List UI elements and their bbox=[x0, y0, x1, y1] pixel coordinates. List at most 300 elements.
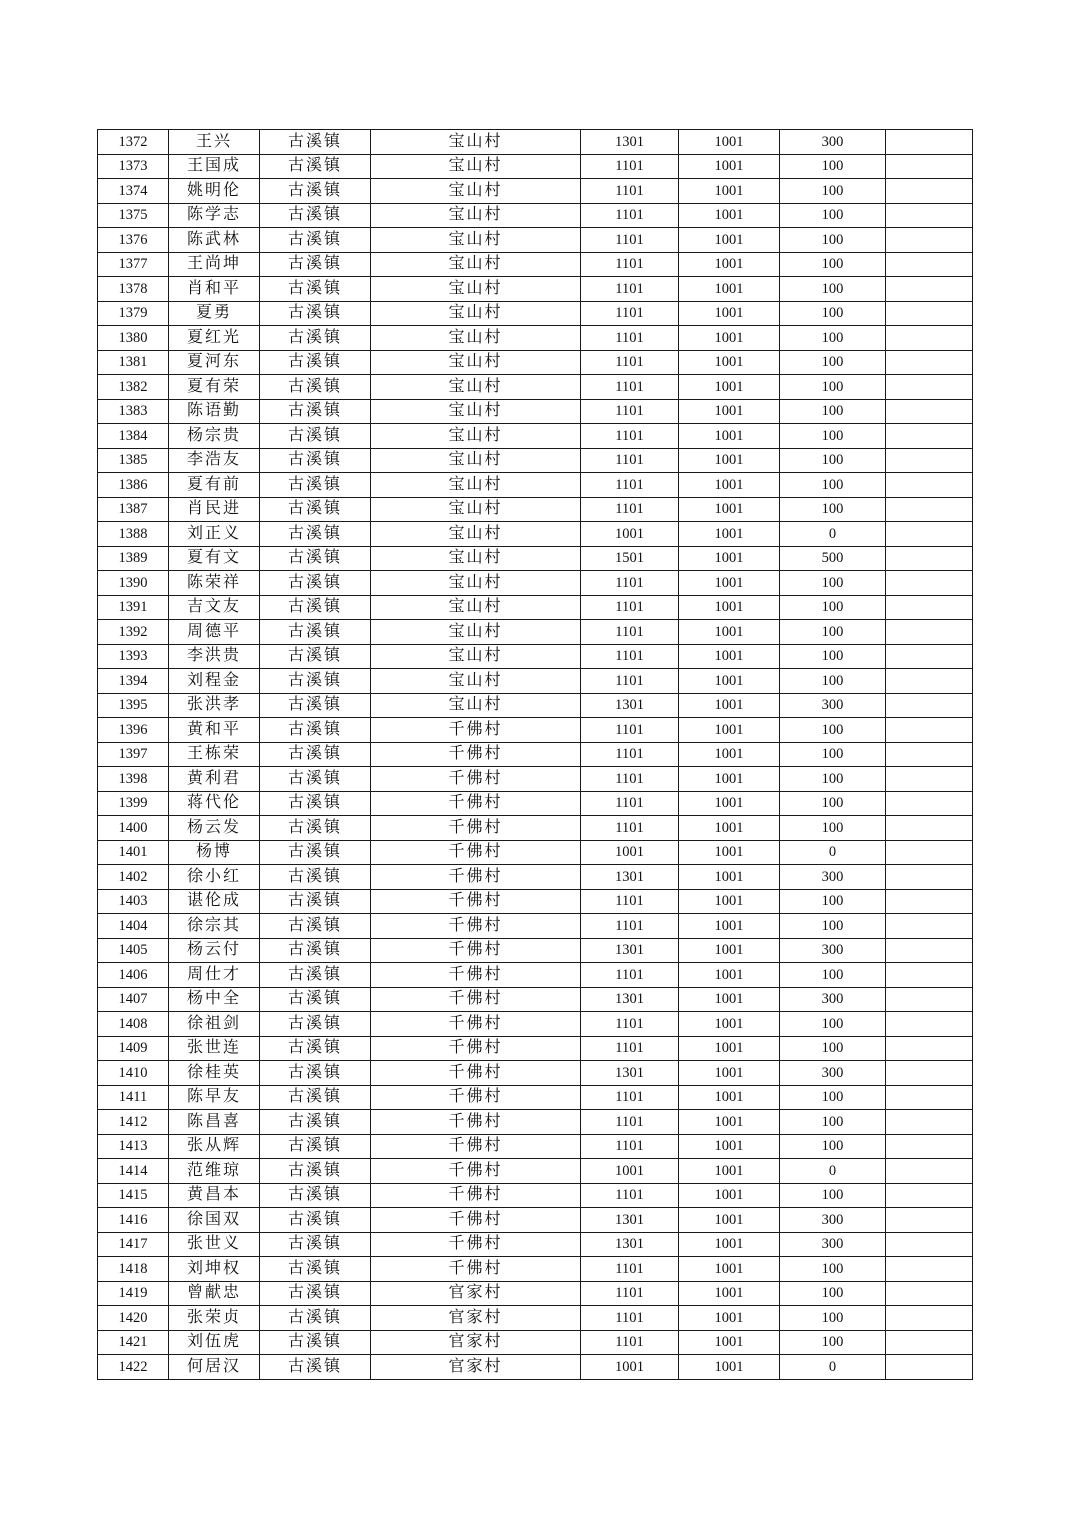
code-a-cell: 1101 bbox=[581, 375, 679, 400]
code-b-cell: 1001 bbox=[679, 179, 780, 204]
code-b-cell: 1001 bbox=[679, 448, 780, 473]
table-row bbox=[98, 1208, 973, 1233]
amount-cell: 300 bbox=[780, 865, 886, 890]
code-b-cell: 1001 bbox=[679, 424, 780, 449]
town-cell: 古溪镇 bbox=[260, 840, 371, 865]
code-a-cell: 1101 bbox=[581, 1306, 679, 1331]
code-a-cell: 1301 bbox=[581, 1232, 679, 1257]
village-cell: 宝山村 bbox=[371, 595, 581, 620]
code-a-cell: 1101 bbox=[581, 669, 679, 694]
serial-number-cell: 1398 bbox=[98, 767, 169, 792]
code-b-cell: 1001 bbox=[679, 914, 780, 939]
serial-number-cell: 1395 bbox=[98, 693, 169, 718]
table-row bbox=[98, 350, 973, 375]
code-b-cell: 1001 bbox=[679, 473, 780, 498]
remark-cell bbox=[886, 1110, 973, 1135]
remark-cell bbox=[886, 914, 973, 939]
remark-cell bbox=[886, 301, 973, 326]
roster-table bbox=[97, 129, 973, 1380]
code-b-cell: 1001 bbox=[679, 1257, 780, 1282]
code-a-cell: 1101 bbox=[581, 571, 679, 596]
person-name-cell: 夏有文 bbox=[169, 546, 260, 571]
amount-cell: 100 bbox=[780, 326, 886, 351]
amount-cell: 300 bbox=[780, 1232, 886, 1257]
amount-cell: 100 bbox=[780, 301, 886, 326]
code-a-cell: 1101 bbox=[581, 1012, 679, 1037]
remark-cell bbox=[886, 546, 973, 571]
code-b-cell: 1001 bbox=[679, 963, 780, 988]
town-cell: 古溪镇 bbox=[260, 1306, 371, 1331]
person-name-cell: 夏河东 bbox=[169, 350, 260, 375]
table-row bbox=[98, 571, 973, 596]
remark-cell bbox=[886, 669, 973, 694]
town-cell: 古溪镇 bbox=[260, 179, 371, 204]
code-b-cell: 1001 bbox=[679, 154, 780, 179]
remark-cell bbox=[886, 1281, 973, 1306]
code-b-cell: 1001 bbox=[679, 497, 780, 522]
remark-cell bbox=[886, 1330, 973, 1355]
code-a-cell: 1101 bbox=[581, 277, 679, 302]
person-name-cell: 吉文友 bbox=[169, 595, 260, 620]
serial-number-cell: 1420 bbox=[98, 1306, 169, 1331]
amount-cell: 100 bbox=[780, 1183, 886, 1208]
village-cell: 千佛村 bbox=[371, 1036, 581, 1061]
village-cell: 宝山村 bbox=[371, 179, 581, 204]
town-cell: 古溪镇 bbox=[260, 497, 371, 522]
town-cell: 古溪镇 bbox=[260, 987, 371, 1012]
amount-cell: 100 bbox=[780, 889, 886, 914]
remark-cell bbox=[886, 399, 973, 424]
serial-number-cell: 1372 bbox=[98, 130, 169, 155]
village-cell: 宝山村 bbox=[371, 448, 581, 473]
town-cell: 古溪镇 bbox=[260, 1281, 371, 1306]
remark-cell bbox=[886, 277, 973, 302]
town-cell: 古溪镇 bbox=[260, 399, 371, 424]
remark-cell bbox=[886, 1208, 973, 1233]
amount-cell: 100 bbox=[780, 448, 886, 473]
code-b-cell: 1001 bbox=[679, 522, 780, 547]
serial-number-cell: 1405 bbox=[98, 938, 169, 963]
serial-number-cell: 1404 bbox=[98, 914, 169, 939]
town-cell: 古溪镇 bbox=[260, 228, 371, 253]
person-name-cell: 王国成 bbox=[169, 154, 260, 179]
table-row bbox=[98, 1257, 973, 1282]
code-b-cell: 1001 bbox=[679, 326, 780, 351]
code-a-cell: 1101 bbox=[581, 1330, 679, 1355]
table-row bbox=[98, 767, 973, 792]
code-a-cell: 1001 bbox=[581, 1355, 679, 1380]
amount-cell: 100 bbox=[780, 571, 886, 596]
serial-number-cell: 1376 bbox=[98, 228, 169, 253]
village-cell: 宝山村 bbox=[371, 546, 581, 571]
serial-number-cell: 1401 bbox=[98, 840, 169, 865]
town-cell: 古溪镇 bbox=[260, 1330, 371, 1355]
serial-number-cell: 1386 bbox=[98, 473, 169, 498]
code-a-cell: 1101 bbox=[581, 595, 679, 620]
village-cell: 官家村 bbox=[371, 1355, 581, 1380]
table-row bbox=[98, 228, 973, 253]
serial-number-cell: 1417 bbox=[98, 1232, 169, 1257]
amount-cell: 500 bbox=[780, 546, 886, 571]
village-cell: 宝山村 bbox=[371, 350, 581, 375]
amount-cell: 0 bbox=[780, 1355, 886, 1380]
code-a-cell: 1101 bbox=[581, 448, 679, 473]
town-cell: 古溪镇 bbox=[260, 816, 371, 841]
village-cell: 千佛村 bbox=[371, 791, 581, 816]
code-a-cell: 1001 bbox=[581, 1159, 679, 1184]
remark-cell bbox=[886, 203, 973, 228]
person-name-cell: 刘坤权 bbox=[169, 1257, 260, 1282]
remark-cell bbox=[886, 522, 973, 547]
amount-cell: 100 bbox=[780, 277, 886, 302]
person-name-cell: 李浩友 bbox=[169, 448, 260, 473]
table-row bbox=[98, 938, 973, 963]
town-cell: 古溪镇 bbox=[260, 693, 371, 718]
remark-cell bbox=[886, 1061, 973, 1086]
town-cell: 古溪镇 bbox=[260, 350, 371, 375]
village-cell: 宝山村 bbox=[371, 669, 581, 694]
code-b-cell: 1001 bbox=[679, 595, 780, 620]
village-cell: 千佛村 bbox=[371, 767, 581, 792]
table-row bbox=[98, 424, 973, 449]
serial-number-cell: 1383 bbox=[98, 399, 169, 424]
person-name-cell: 刘正义 bbox=[169, 522, 260, 547]
village-cell: 千佛村 bbox=[371, 1183, 581, 1208]
remark-cell bbox=[886, 595, 973, 620]
remark-cell bbox=[886, 865, 973, 890]
code-b-cell: 1001 bbox=[679, 1159, 780, 1184]
village-cell: 千佛村 bbox=[371, 889, 581, 914]
town-cell: 古溪镇 bbox=[260, 1257, 371, 1282]
code-b-cell: 1001 bbox=[679, 399, 780, 424]
table-row bbox=[98, 154, 973, 179]
remark-cell bbox=[886, 1085, 973, 1110]
town-cell: 古溪镇 bbox=[260, 473, 371, 498]
code-b-cell: 1001 bbox=[679, 1306, 780, 1331]
serial-number-cell: 1411 bbox=[98, 1085, 169, 1110]
table-row bbox=[98, 963, 973, 988]
code-a-cell: 1101 bbox=[581, 228, 679, 253]
town-cell: 古溪镇 bbox=[260, 546, 371, 571]
code-b-cell: 1001 bbox=[679, 228, 780, 253]
amount-cell: 100 bbox=[780, 203, 886, 228]
serial-number-cell: 1378 bbox=[98, 277, 169, 302]
table-row bbox=[98, 252, 973, 277]
town-cell: 古溪镇 bbox=[260, 1134, 371, 1159]
person-name-cell: 曾献忠 bbox=[169, 1281, 260, 1306]
code-a-cell: 1101 bbox=[581, 497, 679, 522]
code-a-cell: 1101 bbox=[581, 252, 679, 277]
village-cell: 千佛村 bbox=[371, 987, 581, 1012]
village-cell: 官家村 bbox=[371, 1281, 581, 1306]
amount-cell: 100 bbox=[780, 399, 886, 424]
town-cell: 古溪镇 bbox=[260, 938, 371, 963]
table-row bbox=[98, 669, 973, 694]
code-b-cell: 1001 bbox=[679, 130, 780, 155]
village-cell: 宝山村 bbox=[371, 228, 581, 253]
code-a-cell: 1001 bbox=[581, 840, 679, 865]
amount-cell: 100 bbox=[780, 1306, 886, 1331]
table-row bbox=[98, 1110, 973, 1135]
serial-number-cell: 1399 bbox=[98, 791, 169, 816]
serial-number-cell: 1396 bbox=[98, 718, 169, 743]
town-cell: 古溪镇 bbox=[260, 595, 371, 620]
code-a-cell: 1101 bbox=[581, 644, 679, 669]
code-b-cell: 1001 bbox=[679, 1183, 780, 1208]
table-row bbox=[98, 718, 973, 743]
amount-cell: 100 bbox=[780, 742, 886, 767]
serial-number-cell: 1397 bbox=[98, 742, 169, 767]
town-cell: 古溪镇 bbox=[260, 1208, 371, 1233]
remark-cell bbox=[886, 644, 973, 669]
code-b-cell: 1001 bbox=[679, 1085, 780, 1110]
serial-number-cell: 1415 bbox=[98, 1183, 169, 1208]
code-b-cell: 1001 bbox=[679, 620, 780, 645]
code-a-cell: 1101 bbox=[581, 1036, 679, 1061]
town-cell: 古溪镇 bbox=[260, 252, 371, 277]
code-b-cell: 1001 bbox=[679, 1061, 780, 1086]
amount-cell: 100 bbox=[780, 644, 886, 669]
village-cell: 官家村 bbox=[371, 1306, 581, 1331]
village-cell: 宝山村 bbox=[371, 154, 581, 179]
amount-cell: 100 bbox=[780, 669, 886, 694]
remark-cell bbox=[886, 375, 973, 400]
remark-cell bbox=[886, 1012, 973, 1037]
town-cell: 古溪镇 bbox=[260, 767, 371, 792]
village-cell: 宝山村 bbox=[371, 301, 581, 326]
table-row bbox=[98, 1306, 973, 1331]
remark-cell bbox=[886, 620, 973, 645]
code-b-cell: 1001 bbox=[679, 1036, 780, 1061]
remark-cell bbox=[886, 840, 973, 865]
amount-cell: 100 bbox=[780, 1110, 886, 1135]
table-row bbox=[98, 693, 973, 718]
code-a-cell: 1101 bbox=[581, 620, 679, 645]
person-name-cell: 夏红光 bbox=[169, 326, 260, 351]
town-cell: 古溪镇 bbox=[260, 1036, 371, 1061]
serial-number-cell: 1389 bbox=[98, 546, 169, 571]
village-cell: 千佛村 bbox=[371, 1159, 581, 1184]
serial-number-cell: 1418 bbox=[98, 1257, 169, 1282]
code-a-cell: 1101 bbox=[581, 1134, 679, 1159]
code-b-cell: 1001 bbox=[679, 350, 780, 375]
code-b-cell: 1001 bbox=[679, 252, 780, 277]
table-row bbox=[98, 1085, 973, 1110]
table-row bbox=[98, 620, 973, 645]
code-b-cell: 1001 bbox=[679, 571, 780, 596]
village-cell: 宝山村 bbox=[371, 203, 581, 228]
code-a-cell: 1101 bbox=[581, 203, 679, 228]
amount-cell: 100 bbox=[780, 1257, 886, 1282]
serial-number-cell: 1410 bbox=[98, 1061, 169, 1086]
village-cell: 千佛村 bbox=[371, 1061, 581, 1086]
serial-number-cell: 1384 bbox=[98, 424, 169, 449]
amount-cell: 0 bbox=[780, 840, 886, 865]
amount-cell: 100 bbox=[780, 595, 886, 620]
serial-number-cell: 1414 bbox=[98, 1159, 169, 1184]
village-cell: 宝山村 bbox=[371, 497, 581, 522]
serial-number-cell: 1400 bbox=[98, 816, 169, 841]
village-cell: 千佛村 bbox=[371, 1085, 581, 1110]
code-a-cell: 1101 bbox=[581, 791, 679, 816]
table-row bbox=[98, 865, 973, 890]
remark-cell bbox=[886, 179, 973, 204]
serial-number-cell: 1382 bbox=[98, 375, 169, 400]
code-b-cell: 1001 bbox=[679, 203, 780, 228]
code-a-cell: 1301 bbox=[581, 1061, 679, 1086]
remark-cell bbox=[886, 791, 973, 816]
table-row bbox=[98, 326, 973, 351]
serial-number-cell: 1416 bbox=[98, 1208, 169, 1233]
village-cell: 宝山村 bbox=[371, 522, 581, 547]
town-cell: 古溪镇 bbox=[260, 620, 371, 645]
village-cell: 宝山村 bbox=[371, 277, 581, 302]
table-row bbox=[98, 522, 973, 547]
code-a-cell: 1101 bbox=[581, 473, 679, 498]
serial-number-cell: 1375 bbox=[98, 203, 169, 228]
town-cell: 古溪镇 bbox=[260, 742, 371, 767]
person-name-cell: 王栋荣 bbox=[169, 742, 260, 767]
person-name-cell: 王尚坤 bbox=[169, 252, 260, 277]
code-b-cell: 1001 bbox=[679, 718, 780, 743]
person-name-cell: 张荣贞 bbox=[169, 1306, 260, 1331]
town-cell: 古溪镇 bbox=[260, 424, 371, 449]
person-name-cell: 肖和平 bbox=[169, 277, 260, 302]
person-name-cell: 徐桂英 bbox=[169, 1061, 260, 1086]
serial-number-cell: 1412 bbox=[98, 1110, 169, 1135]
village-cell: 宝山村 bbox=[371, 375, 581, 400]
amount-cell: 100 bbox=[780, 620, 886, 645]
code-a-cell: 1101 bbox=[581, 154, 679, 179]
amount-cell: 100 bbox=[780, 179, 886, 204]
table-row bbox=[98, 840, 973, 865]
town-cell: 古溪镇 bbox=[260, 1061, 371, 1086]
town-cell: 古溪镇 bbox=[260, 301, 371, 326]
code-a-cell: 1101 bbox=[581, 350, 679, 375]
person-name-cell: 杨博 bbox=[169, 840, 260, 865]
amount-cell: 100 bbox=[780, 375, 886, 400]
remark-cell bbox=[886, 889, 973, 914]
town-cell: 古溪镇 bbox=[260, 865, 371, 890]
person-name-cell: 杨中全 bbox=[169, 987, 260, 1012]
person-name-cell: 周德平 bbox=[169, 620, 260, 645]
amount-cell: 300 bbox=[780, 130, 886, 155]
person-name-cell: 徐祖剑 bbox=[169, 1012, 260, 1037]
serial-number-cell: 1413 bbox=[98, 1134, 169, 1159]
amount-cell: 100 bbox=[780, 1085, 886, 1110]
serial-number-cell: 1385 bbox=[98, 448, 169, 473]
town-cell: 古溪镇 bbox=[260, 203, 371, 228]
person-name-cell: 陈早友 bbox=[169, 1085, 260, 1110]
town-cell: 古溪镇 bbox=[260, 644, 371, 669]
code-b-cell: 1001 bbox=[679, 1134, 780, 1159]
village-cell: 千佛村 bbox=[371, 1208, 581, 1233]
code-a-cell: 1301 bbox=[581, 1208, 679, 1233]
serial-number-cell: 1377 bbox=[98, 252, 169, 277]
code-a-cell: 1301 bbox=[581, 693, 679, 718]
code-a-cell: 1101 bbox=[581, 816, 679, 841]
town-cell: 古溪镇 bbox=[260, 1355, 371, 1380]
person-name-cell: 夏勇 bbox=[169, 301, 260, 326]
remark-cell bbox=[886, 1306, 973, 1331]
amount-cell: 100 bbox=[780, 791, 886, 816]
person-name-cell: 何居汉 bbox=[169, 1355, 260, 1380]
village-cell: 千佛村 bbox=[371, 1110, 581, 1135]
code-a-cell: 1101 bbox=[581, 326, 679, 351]
code-a-cell: 1101 bbox=[581, 889, 679, 914]
table-row bbox=[98, 1232, 973, 1257]
table-row bbox=[98, 130, 973, 155]
table-row bbox=[98, 742, 973, 767]
remark-cell bbox=[886, 1159, 973, 1184]
person-name-cell: 杨云付 bbox=[169, 938, 260, 963]
town-cell: 古溪镇 bbox=[260, 1159, 371, 1184]
serial-number-cell: 1393 bbox=[98, 644, 169, 669]
village-cell: 宝山村 bbox=[371, 326, 581, 351]
remark-cell bbox=[886, 252, 973, 277]
amount-cell: 300 bbox=[780, 693, 886, 718]
table-row bbox=[98, 301, 973, 326]
person-name-cell: 夏有荣 bbox=[169, 375, 260, 400]
amount-cell: 300 bbox=[780, 987, 886, 1012]
serial-number-cell: 1381 bbox=[98, 350, 169, 375]
village-cell: 千佛村 bbox=[371, 1134, 581, 1159]
table-row bbox=[98, 399, 973, 424]
code-a-cell: 1301 bbox=[581, 130, 679, 155]
town-cell: 古溪镇 bbox=[260, 718, 371, 743]
person-name-cell: 徐小红 bbox=[169, 865, 260, 890]
serial-number-cell: 1392 bbox=[98, 620, 169, 645]
town-cell: 古溪镇 bbox=[260, 1085, 371, 1110]
code-a-cell: 1501 bbox=[581, 546, 679, 571]
amount-cell: 100 bbox=[780, 963, 886, 988]
amount-cell: 100 bbox=[780, 718, 886, 743]
town-cell: 古溪镇 bbox=[260, 448, 371, 473]
code-a-cell: 1101 bbox=[581, 1110, 679, 1135]
remark-cell bbox=[886, 571, 973, 596]
village-cell: 千佛村 bbox=[371, 718, 581, 743]
village-cell: 宝山村 bbox=[371, 644, 581, 669]
serial-number-cell: 1394 bbox=[98, 669, 169, 694]
table-row bbox=[98, 1012, 973, 1037]
village-cell: 千佛村 bbox=[371, 865, 581, 890]
table-row bbox=[98, 1330, 973, 1355]
remark-cell bbox=[886, 816, 973, 841]
code-a-cell: 1101 bbox=[581, 179, 679, 204]
amount-cell: 100 bbox=[780, 767, 886, 792]
remark-cell bbox=[886, 718, 973, 743]
town-cell: 古溪镇 bbox=[260, 130, 371, 155]
town-cell: 古溪镇 bbox=[260, 326, 371, 351]
table-row bbox=[98, 1281, 973, 1306]
remark-cell bbox=[886, 130, 973, 155]
code-a-cell: 1001 bbox=[581, 522, 679, 547]
remark-cell bbox=[886, 326, 973, 351]
code-b-cell: 1001 bbox=[679, 1208, 780, 1233]
code-b-cell: 1001 bbox=[679, 375, 780, 400]
town-cell: 古溪镇 bbox=[260, 277, 371, 302]
person-name-cell: 张从辉 bbox=[169, 1134, 260, 1159]
serial-number-cell: 1409 bbox=[98, 1036, 169, 1061]
table-row bbox=[98, 546, 973, 571]
village-cell: 千佛村 bbox=[371, 816, 581, 841]
code-b-cell: 1001 bbox=[679, 1012, 780, 1037]
code-b-cell: 1001 bbox=[679, 865, 780, 890]
table-row bbox=[98, 987, 973, 1012]
code-b-cell: 1001 bbox=[679, 889, 780, 914]
amount-cell: 100 bbox=[780, 1012, 886, 1037]
person-name-cell: 张世义 bbox=[169, 1232, 260, 1257]
